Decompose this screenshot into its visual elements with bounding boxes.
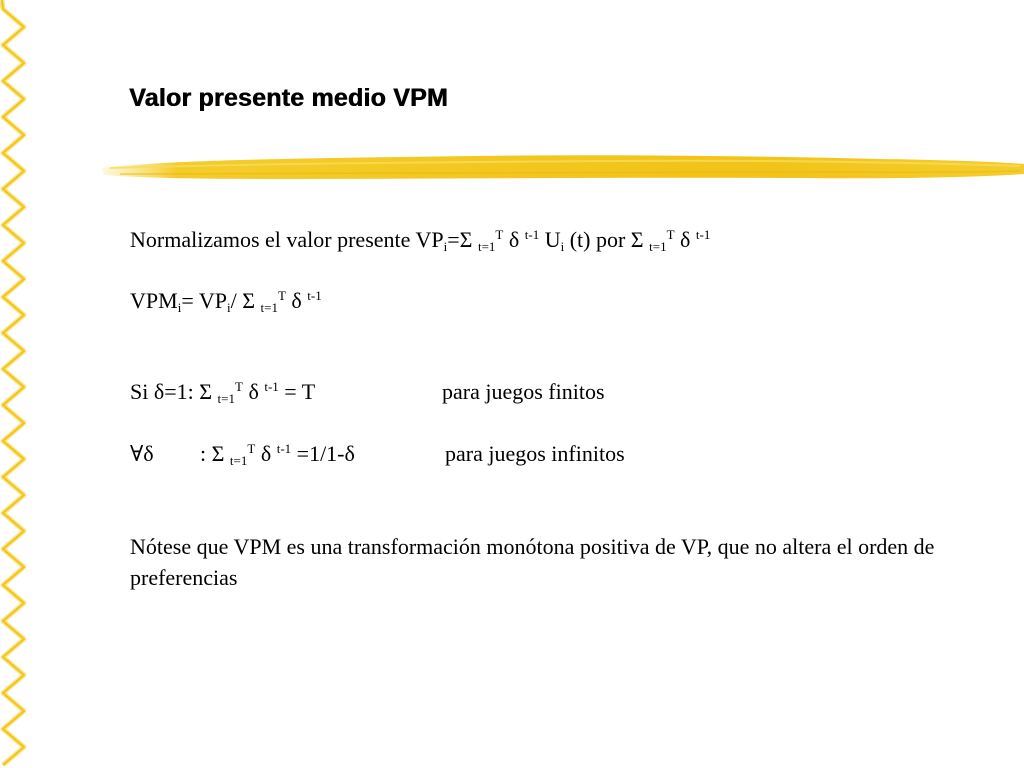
formula-superscript: T [277,288,286,303]
infinite-games-forall: ∀δ [130,441,154,466]
formula-text: = VP [181,288,227,313]
formula-text: δ [255,441,277,466]
slide-title: Valor presente medio VPM [129,84,448,112]
formula-text: VPM [130,288,178,313]
finite-games-line [130,378,315,406]
formula-text: δ [674,227,696,252]
title-underline-brush-stroke [100,148,1024,188]
formula-superscript: T [235,379,243,394]
formula-text: = T [278,379,316,404]
formula-text: : Σ [200,441,230,466]
formula-superscript: T [666,227,675,242]
formula-superscript: t-1 [276,441,292,456]
formula-text: U [539,227,561,252]
finite-games-note: para juegos finitos [442,379,605,404]
infinite-games-line [200,440,355,468]
formula-text: Si δ=1: Σ [130,379,218,404]
formula-superscript: t-1 [307,288,322,303]
formula-subscript: i [177,300,182,315]
closing-note-paragraph: Nótese que VPM es una transformación monótona positiva de VP, que no altera el orden de preferencias [130,534,935,590]
formula-superscript: t-1 [524,227,540,242]
formula-text: δ [285,288,308,313]
formula-superscript: t-1 [264,379,279,394]
normalization-formula-line [130,226,710,254]
formula-subscript: t=1 [649,239,667,254]
vpm-definition-line [130,287,322,315]
formula-subscript: t=1 [229,453,248,468]
formula-text: =Σ [447,227,478,252]
formula-superscript: T [247,441,256,456]
formula-subscript: t=1 [260,300,278,315]
formula-text: / Σ [230,288,261,313]
formula-superscript: t-1 [695,227,711,242]
infinite-games-note: para juegos infinitos [445,441,625,466]
formula-subscript: i [560,239,565,254]
formula-subscript: i [443,239,448,254]
formula-superscript: T [495,227,504,242]
zigzag-decoration [0,0,40,768]
formula-text: =1/1-δ [291,441,355,466]
formula-text: δ [503,227,525,252]
formula-subscript: i [226,300,231,315]
formula-text: δ [242,379,265,404]
formula-subscript: t=1 [217,391,235,406]
formula-text: (t) por Σ [564,227,650,252]
formula-subscript: t=1 [477,239,496,254]
formula-text: Normalizamos el valor presente VP [130,227,444,252]
